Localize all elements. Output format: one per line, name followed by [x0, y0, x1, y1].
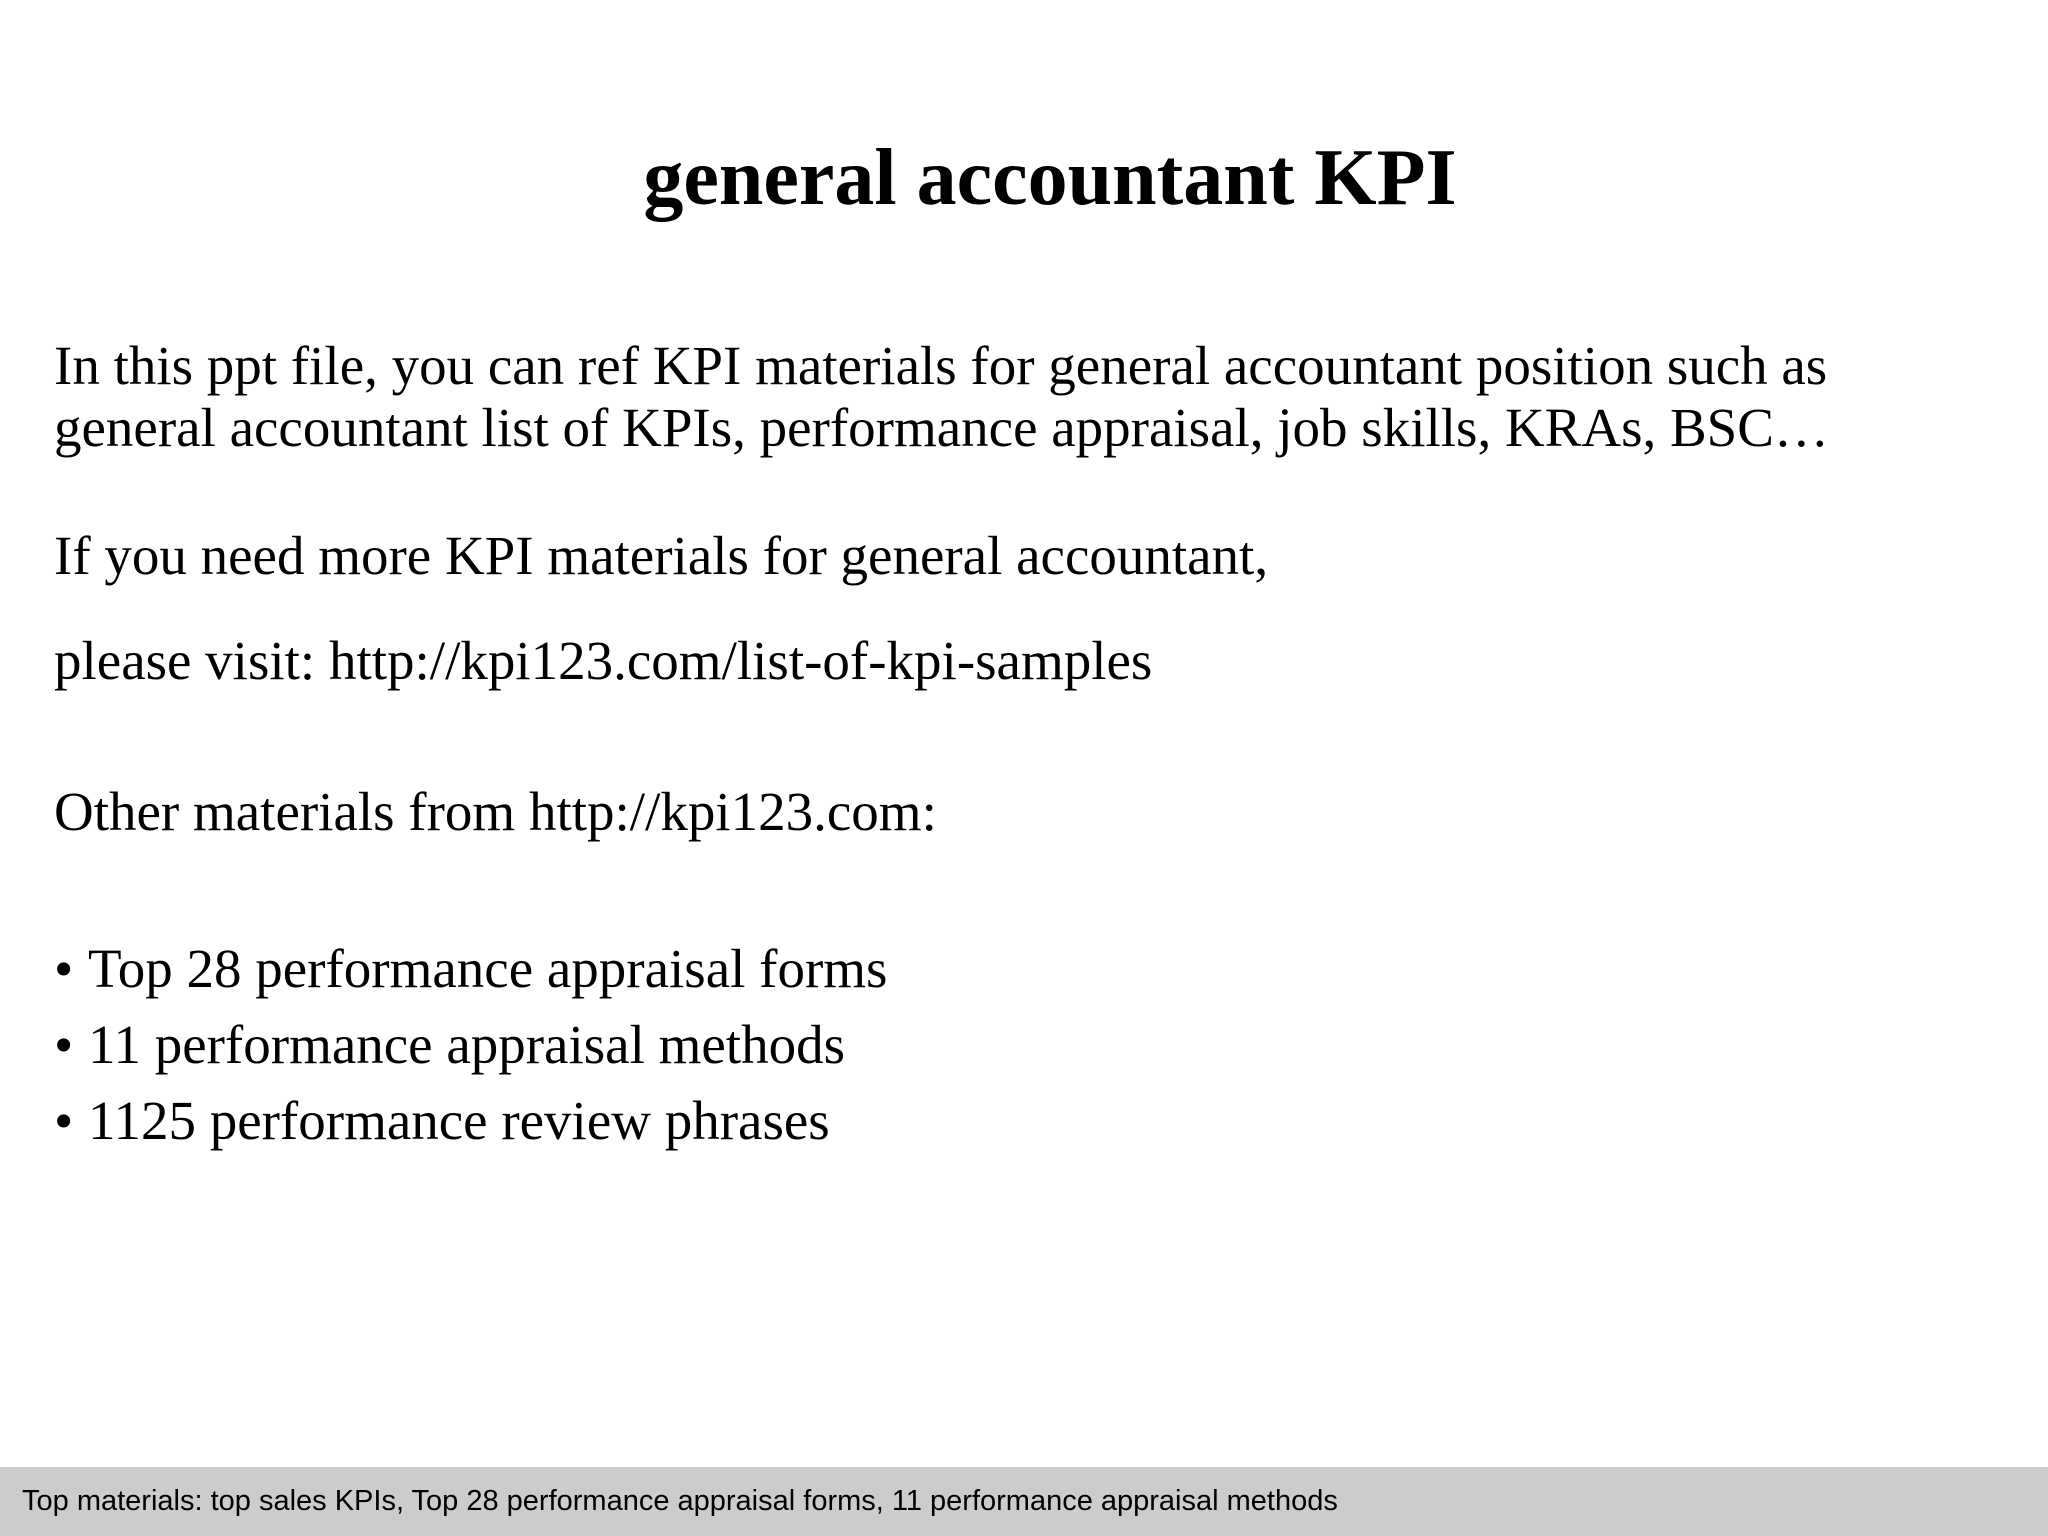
list-item: [54, 1007, 887, 1083]
slide-title: general accountant KPI: [643, 134, 1457, 222]
bullet-icon: •: [54, 1014, 74, 1075]
list-item: [54, 931, 887, 1007]
intro-text-line-2: general accountant list of KPIs, performance appraisal, job skills, KRAs, BSC…: [54, 397, 1829, 458]
list-item: [54, 1083, 887, 1159]
footer-bar: [0, 1467, 2048, 1536]
footer-text: Top materials: top sales KPIs, Top 28 performance appraisal forms, 11 performance appraisal methods: [22, 1485, 1338, 1517]
materials-list: [54, 931, 887, 1159]
intro-text-line-1: In this ppt file, you can ref KPI materials for general accountant position such as: [54, 335, 1828, 396]
bullet-icon: •: [54, 1090, 74, 1151]
other-materials-heading: Other materials from http://kpi123.com:: [54, 781, 937, 842]
more-materials-text: If you need more KPI materials for general accountant,: [54, 525, 1269, 586]
list-item-label: 11 performance appraisal methods: [88, 1014, 845, 1075]
list-item-label: Top 28 performance appraisal forms: [88, 938, 888, 999]
bullet-icon: •: [54, 938, 74, 999]
visit-link-text[interactable]: please visit: http://kpi123.com/list-of-kpi-samples: [54, 630, 1153, 691]
list-item-label: 1125 performance review phrases: [88, 1090, 830, 1151]
